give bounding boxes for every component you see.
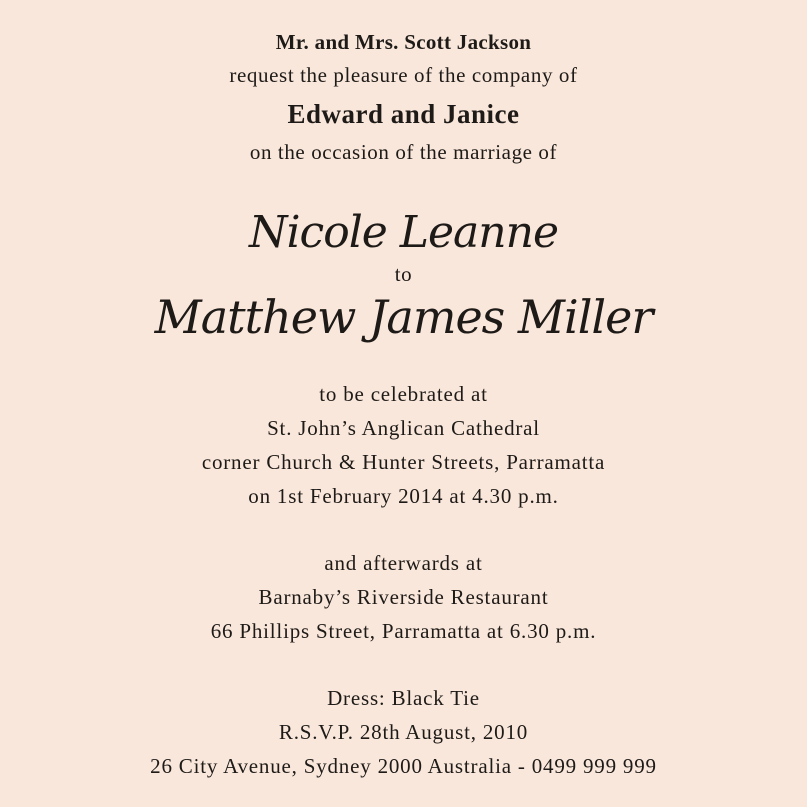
- occasion-line: on the occasion of the marriage of: [249, 140, 558, 164]
- to-connector: to: [394, 262, 413, 286]
- reception-intro: and afterwards at: [324, 551, 483, 575]
- ceremony-datetime: on 1st February 2014 at 4.30 p.m.: [248, 484, 559, 508]
- request-line: request the pleasure of the company of: [229, 63, 578, 87]
- ceremony-venue: St. John’s Anglican Cathedral: [267, 416, 540, 440]
- ceremony-intro: to be celebrated at: [319, 382, 488, 406]
- ceremony-location: corner Church & Hunter Streets, Parramatta: [201, 450, 606, 474]
- guest-names: Edward and Janice: [287, 99, 520, 129]
- reception-venue: Barnaby’s Riverside Restaurant: [258, 585, 549, 609]
- hosts-line: Mr. and Mrs. Scott Jackson: [275, 30, 532, 54]
- contact-line: 26 City Avenue, Sydney 2000 Australia - 0499 999 999: [150, 754, 657, 778]
- rsvp-line: R.S.V.P. 28th August, 2010: [278, 720, 529, 744]
- bride-name: Nicole Leanne: [248, 207, 558, 258]
- groom-name: Matthew James Miller: [154, 290, 653, 344]
- reception-address: 66 Phillips Street, Parramatta at 6.30 p.m.: [210, 619, 597, 643]
- dress-code: Dress: Black Tie: [327, 686, 480, 710]
